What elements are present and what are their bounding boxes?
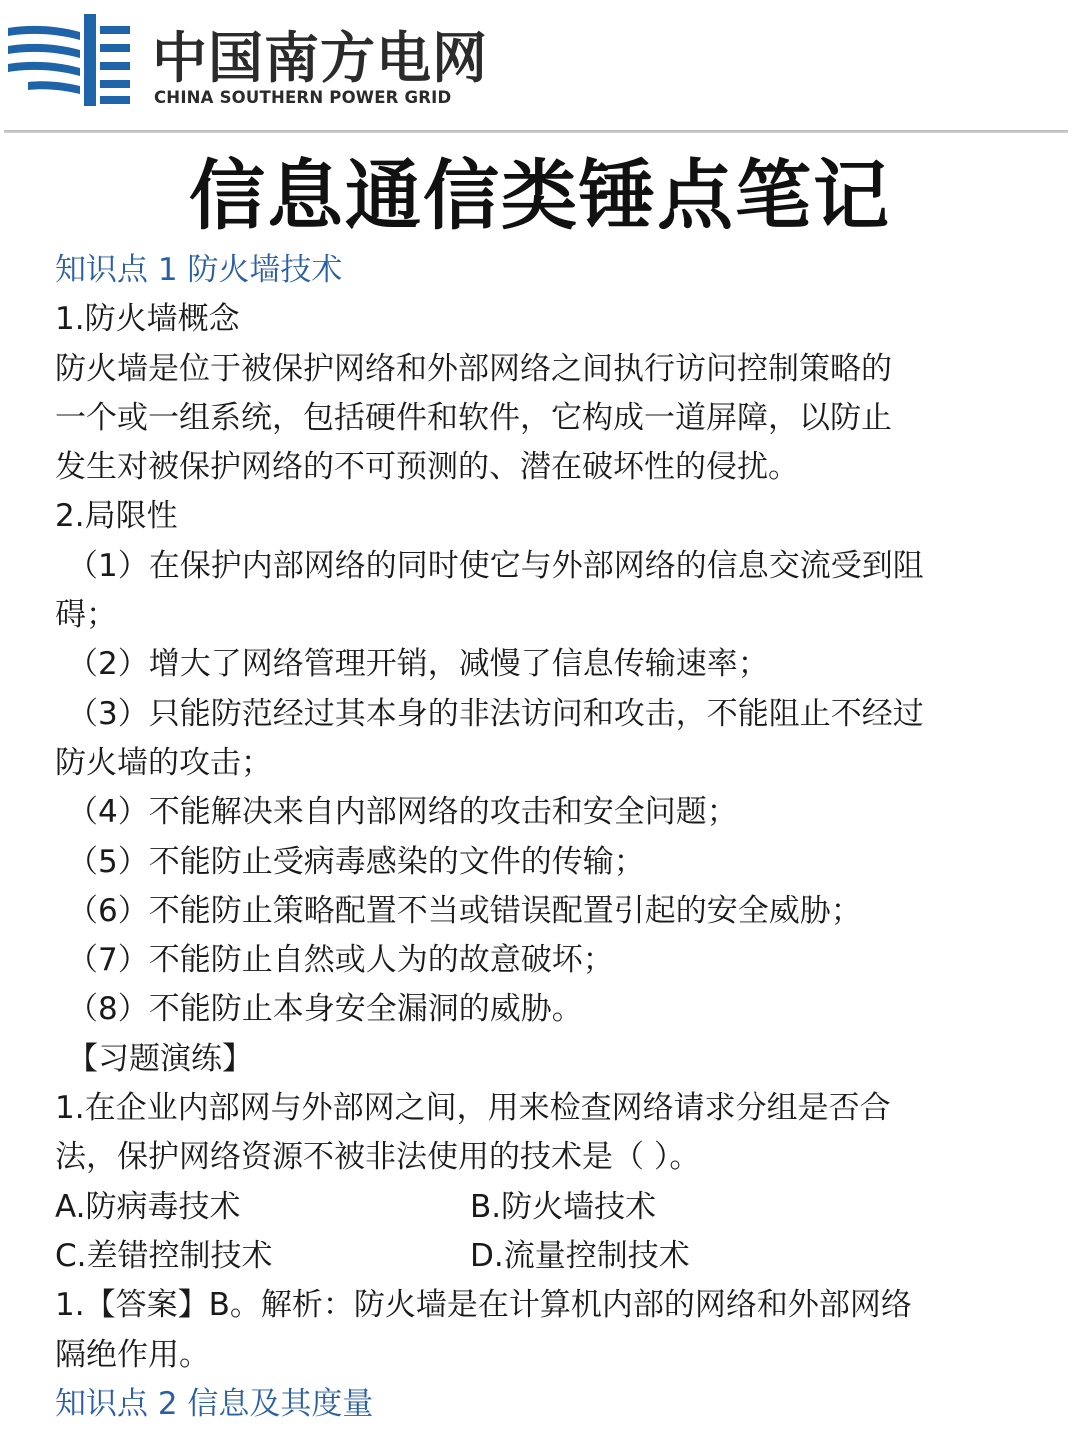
- brand-name-chinese: 中国南方电网: [152, 26, 489, 90]
- limitation-item: （2）增大了网络管理开销，减慢了信息传输速率；: [67, 646, 769, 683]
- header: [0, 0, 1080, 135]
- concept-text-line: 防火墙是位于被保护网络和外部网络之间执行访问控制策略的: [55, 350, 892, 387]
- section-heading-information-measure: 知识点 2 信息及其度量: [55, 1385, 374, 1422]
- limitation-item: （6）不能防止策略配置不当或错误配置引起的安全威胁；: [67, 892, 862, 929]
- header-divider: [4, 130, 1068, 133]
- limitation-item: （8）不能防止本身安全漏洞的威胁。: [67, 991, 583, 1028]
- concept-text-line: 一个或一组系统，包括硬件和软件，它构成一道屏障，以防止: [55, 399, 892, 436]
- notes-content: [55, 246, 1025, 1429]
- subheading-limitations: 2.局限性: [55, 498, 178, 535]
- limitation-item: （4）不能解决来自内部网络的攻击和安全问题；: [67, 794, 738, 831]
- option-a: A.防病毒技术: [55, 1188, 241, 1225]
- section-heading-firewall: 知识点 1 防火墙技术: [55, 252, 343, 288]
- option-d: D.流量控制技术: [470, 1237, 690, 1274]
- limitation-item-continued: 碍；: [55, 597, 117, 634]
- subheading-firewall-concept: 1.防火墙概念: [55, 301, 240, 338]
- limitation-item: （1）在保护内部网络的同时使它与外部网络的信息交流受到阻: [67, 547, 924, 584]
- limitation-item-continued: 防火墙的攻击；: [55, 744, 272, 781]
- option-c: C.差错控制技术: [55, 1237, 273, 1274]
- question-text-line: 1.在企业内部网与外部网之间，用来检查网络请求分组是否合: [55, 1090, 891, 1127]
- limitation-item: （7）不能防止自然或人为的故意破坏；: [67, 942, 614, 979]
- exercise-heading: 【习题演练】: [67, 1040, 253, 1077]
- brand-name-english: CHINA SOUTHERN POWER GRID: [154, 88, 452, 107]
- page-title: 信息通信类锤点笔记: [189, 151, 891, 240]
- question-text-line: 法，保护网络资源不被非法使用的技术是（ ）。: [55, 1139, 701, 1176]
- concept-text-line: 发生对被保护网络的不可预测的、潜在破坏性的侵扰。: [55, 449, 799, 486]
- answer-text-line: 1.【答案】B。解析：防火墙是在计算机内部的网络和外部网络: [55, 1287, 912, 1324]
- options-row: [55, 1232, 1025, 1281]
- limitation-item: （3）只能防范经过其本身的非法访问和攻击，不能阻止不经过: [67, 695, 924, 732]
- option-b: B.防火墙技术: [470, 1188, 657, 1225]
- china-southern-power-grid-logo-icon: [8, 14, 130, 106]
- limitation-item: （5）不能防止受病毒感染的文件的传输；: [67, 843, 645, 880]
- answer-text-line: 隔绝作用。: [55, 1336, 210, 1373]
- options-row: [55, 1183, 1025, 1232]
